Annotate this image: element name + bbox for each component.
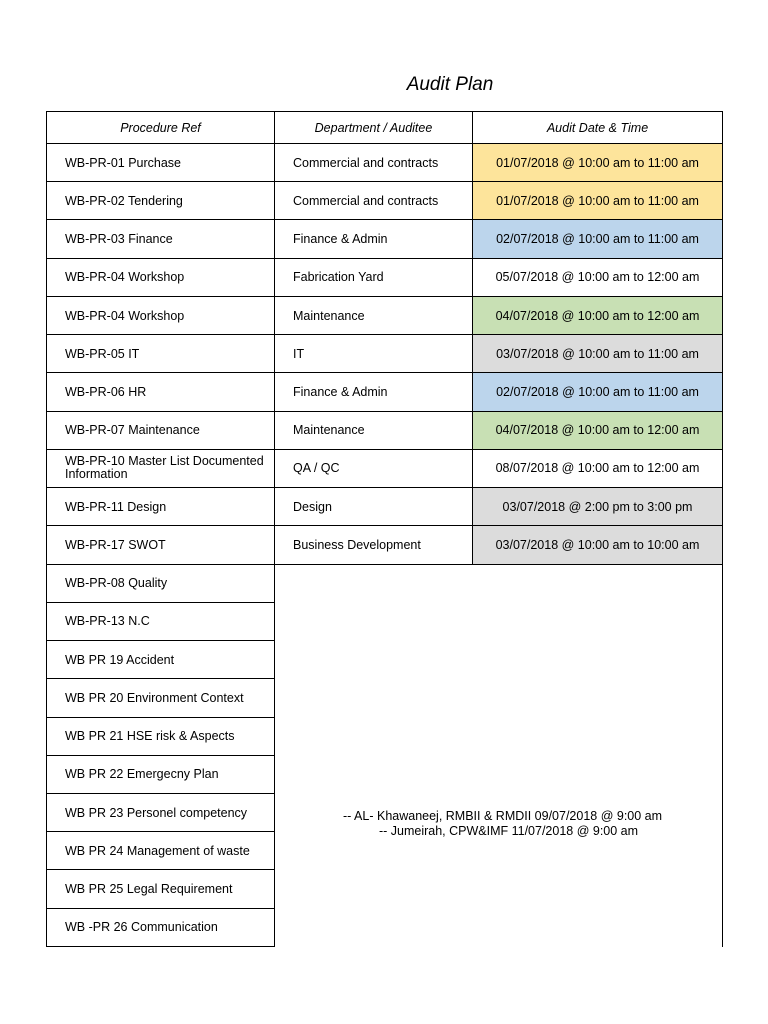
page-title: Audit Plan (406, 74, 494, 95)
department-cell: Finance & Admin (275, 220, 473, 258)
audit-datetime-cell: 01/07/2018 @ 10:00 am to 11:00 am (473, 182, 723, 220)
procedure-cell: WB PR 22 Emergecny Plan (46, 756, 275, 794)
audit-datetime-cell: 02/07/2018 @ 10:00 am to 11:00 am (473, 373, 723, 411)
procedure-cell: WB-PR-13 N.C (46, 603, 275, 641)
audit-datetime-cell: 04/07/2018 @ 10:00 am to 12:00 am (473, 412, 723, 450)
department-cell: Fabrication Yard (275, 259, 473, 297)
header-department-auditee: Department / Auditee (275, 111, 473, 144)
procedure-cell: WB-PR-02 Tendering (46, 182, 275, 220)
procedure-cell: WB-PR-11 Design (46, 488, 275, 526)
procedure-cell: WB-PR-17 SWOT (46, 526, 275, 564)
procedure-cell: WB PR 25 Legal Requirement (46, 870, 275, 908)
department-cell: Finance & Admin (275, 373, 473, 411)
audit-datetime-cell: 05/07/2018 @ 10:00 am to 12:00 am (473, 259, 723, 297)
note-line: -- AL- Khawaneej, RMBII & RMDII 09/07/2018 @ 9:00 am (342, 808, 663, 823)
audit-datetime-cell: 08/07/2018 @ 10:00 am to 12:00 am (473, 450, 723, 488)
department-cell: Design (275, 488, 473, 526)
procedure-cell: WB-PR-10 Master List Documented Information (46, 450, 275, 488)
audit-datetime-cell: 03/07/2018 @ 2:00 pm to 3:00 pm (473, 488, 723, 526)
procedure-cell: WB PR 21 HSE risk & Aspects (46, 718, 275, 756)
department-cell: QA / QC (275, 450, 473, 488)
procedure-cell: WB-PR-04 Workshop (46, 297, 275, 335)
procedure-cell: WB-PR-01 Purchase (46, 144, 275, 182)
procedure-cell: WB-PR-05 IT (46, 335, 275, 373)
department-cell: Commercial and contracts (275, 144, 473, 182)
procedure-cell: WB-PR-06 HR (46, 373, 275, 411)
audit-datetime-cell: 04/07/2018 @ 10:00 am to 12:00 am (473, 297, 723, 335)
audit-datetime-cell: 01/07/2018 @ 10:00 am to 11:00 am (473, 144, 723, 182)
procedure-cell: WB -PR 26 Communication (46, 909, 275, 947)
procedure-cell: WB PR 23 Personel competency (46, 794, 275, 832)
procedure-cell: WB-PR-04 Workshop (46, 259, 275, 297)
department-cell: Business Development (275, 526, 473, 564)
site-audit-notes (275, 565, 723, 947)
header-audit-date-time: Audit Date & Time (473, 111, 723, 144)
department-cell: Maintenance (275, 297, 473, 335)
procedure-cell: WB-PR-07 Maintenance (46, 412, 275, 450)
audit-datetime-cell: 02/07/2018 @ 10:00 am to 11:00 am (473, 220, 723, 258)
procedure-cell: WB-PR-03 Finance (46, 220, 275, 258)
procedure-cell: WB PR 20 Environment Context (46, 679, 275, 717)
procedure-cell: WB-PR-08 Quality (46, 565, 275, 603)
header-procedure-ref: Procedure Ref (46, 111, 275, 144)
note-line: -- Jumeirah, CPW&IMF 11/07/2018 @ 9:00 am (378, 823, 639, 838)
department-cell: IT (275, 335, 473, 373)
audit-datetime-cell: 03/07/2018 @ 10:00 am to 10:00 am (473, 526, 723, 564)
procedure-cell: WB PR 19 Accident (46, 641, 275, 679)
audit-datetime-cell: 03/07/2018 @ 10:00 am to 11:00 am (473, 335, 723, 373)
department-cell: Maintenance (275, 412, 473, 450)
audit-plan-table (46, 111, 723, 947)
department-cell: Commercial and contracts (275, 182, 473, 220)
procedure-cell: WB PR 24 Management of waste (46, 832, 275, 870)
